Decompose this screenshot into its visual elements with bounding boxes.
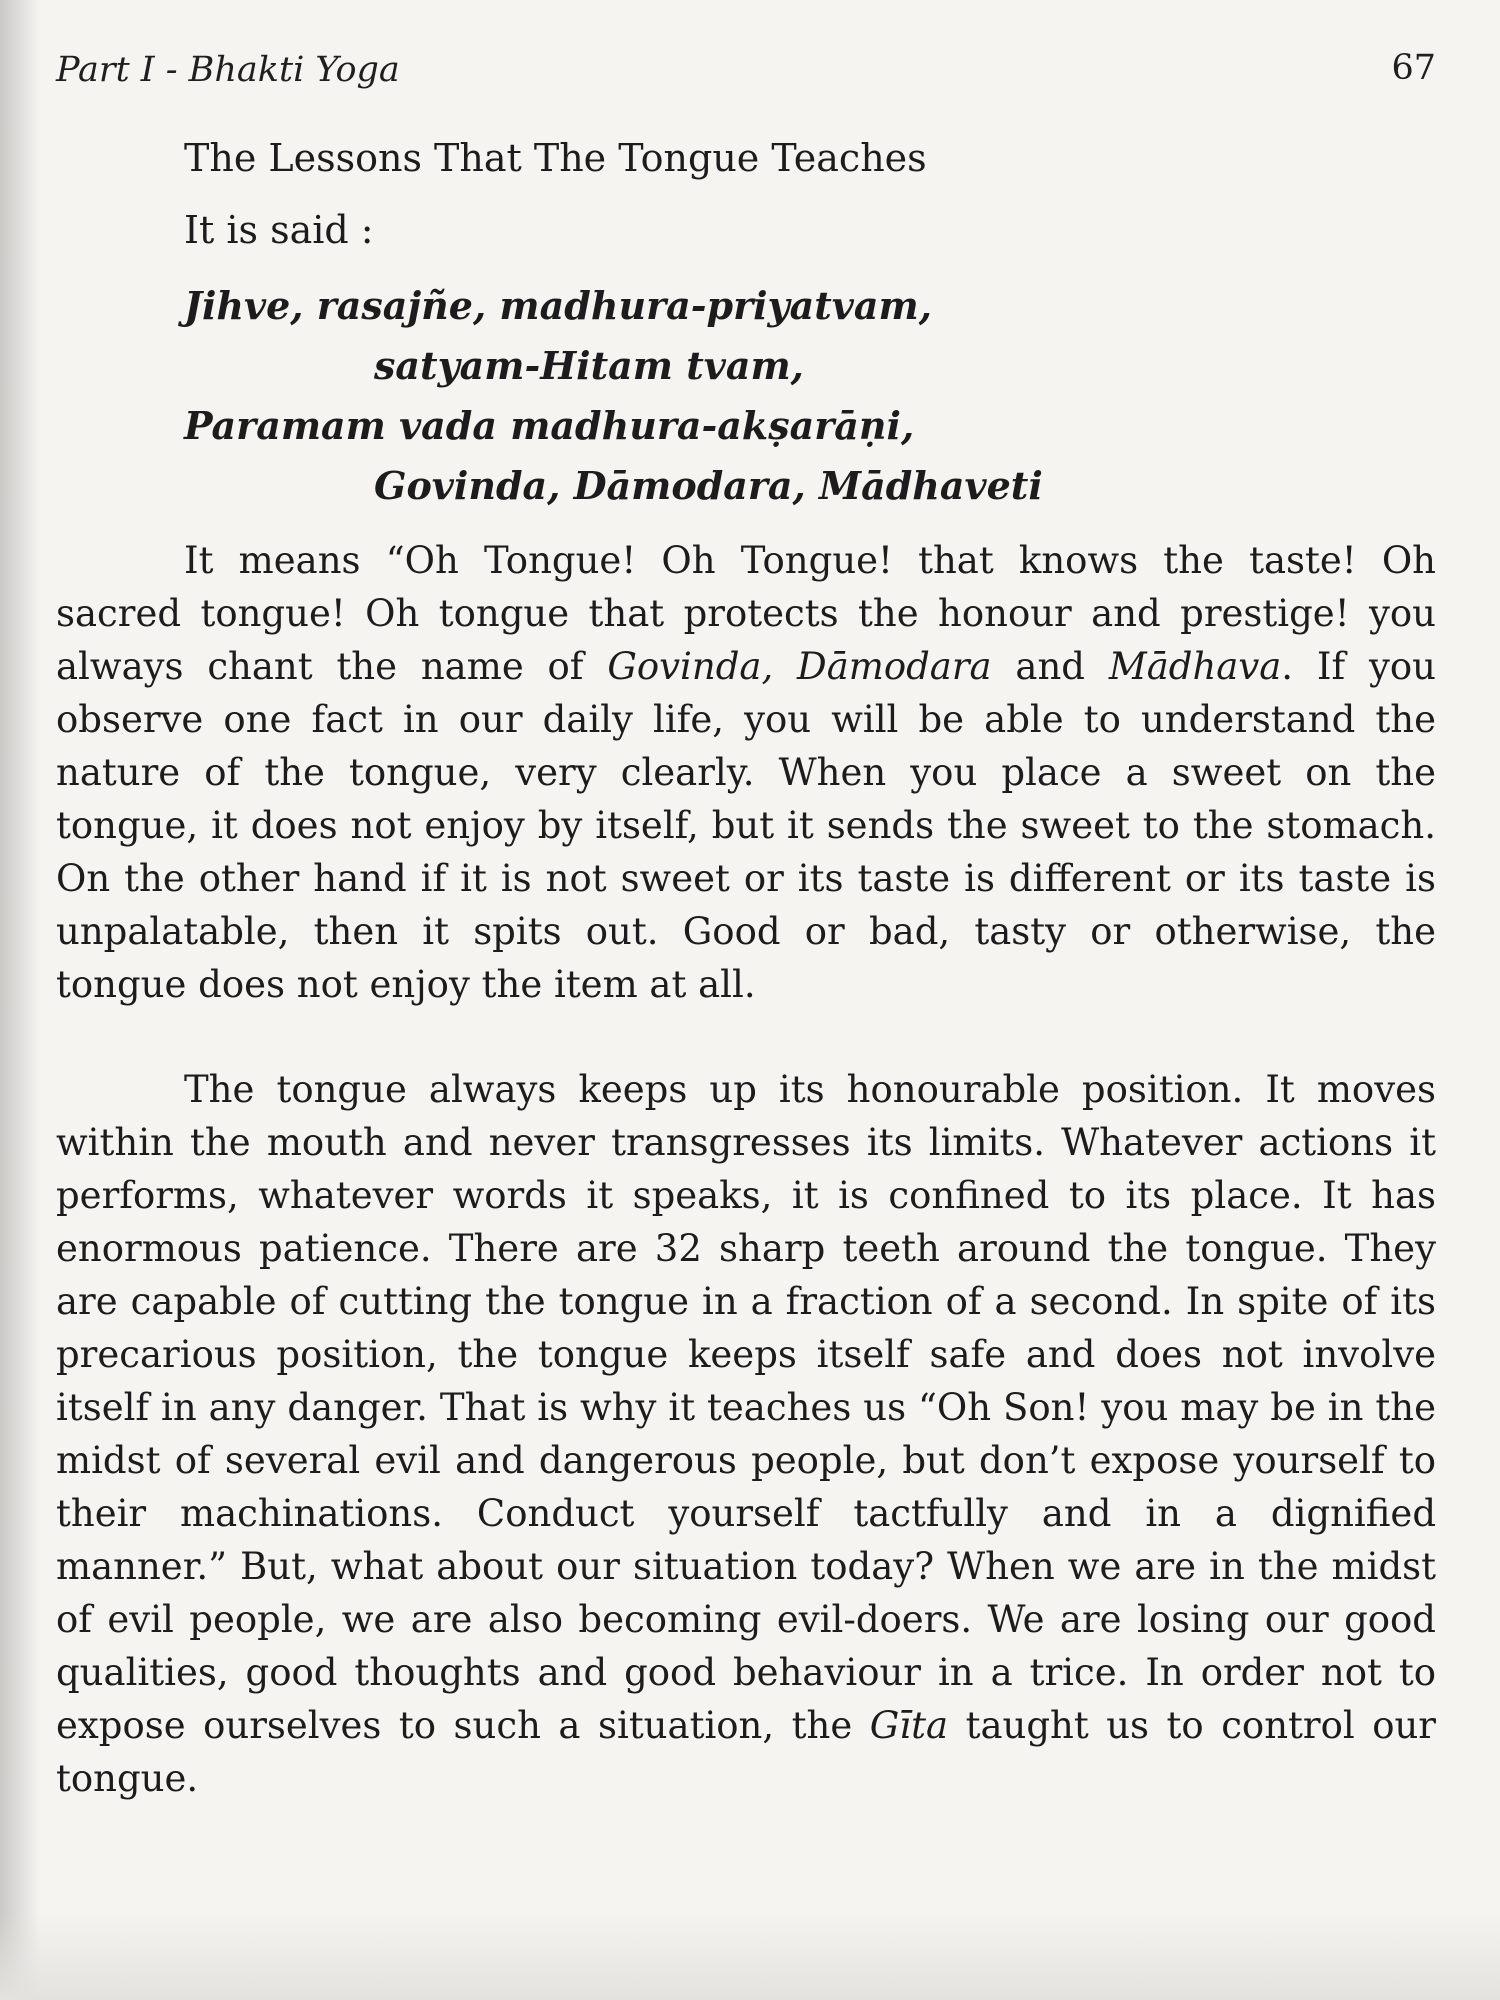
page-bottom-shadow	[0, 1910, 1500, 2000]
intro-line: It is said :	[184, 208, 374, 252]
verse-line: Jihve, rasajñe, madhura-priyatvam,	[184, 283, 932, 328]
paragraph-text: It means “Oh Tongue! Oh Tongue! that knows the taste! Oh sacred tongue! Oh tongue that protects the honour and prestige! you always chant the name of	[56, 539, 1436, 688]
paragraph-italic-text: Mādhava	[1108, 645, 1282, 688]
paragraph-honourable-position	[56, 1063, 1436, 1805]
page-gutter-shadow	[0, 0, 40, 2000]
paragraph-text: The tongue always keeps up its honourable position. It moves within the mouth and never transgresses its limits. Whatever actions it performs, whatever words it speaks, it is confined to its place. It has enormous patience. There are 32 sharp teeth around the tongue. They are capable of cutting the tongue in a fraction of a second. In spite of its precarious position, the tongue keeps itself safe and does not involve itself in any danger. That is why it teaches us “Oh Son! you may be in the midst of several evil and dangerous people, but don’t expose yourself to their machinations. Conduct yourself tactfully and in a dignified manner.” But, what about our situation today? When we are in the midst of evil people, we are also becoming evil-doers. We are losing our good qualities, good thoughts and good behaviour in a trice. In order not to expose ourselves to such a situation, the	[56, 1068, 1436, 1747]
running-header: Part I - Bhakti Yoga	[56, 50, 400, 90]
sanskrit-verse	[56, 276, 1436, 516]
verse-line: satyam-Hitam tvam,	[374, 343, 804, 388]
paragraph-italic-text: Govinda, Dāmodara	[607, 645, 992, 688]
page-number: 67	[1391, 48, 1436, 88]
paragraph-text: and	[991, 645, 1109, 688]
page-content	[56, 128, 1436, 1805]
section-heading: The Lessons That The Tongue Teaches	[184, 136, 927, 180]
paragraph-text: . If you observe one fact in our daily life, you will be able to understand the nature of the tongue, very clearly. When you place a sweet on the tongue, it does not enjoy by itself, but it sends the sweet to the stomach. On the other hand if it is not sweet or its taste is different or its taste is unpalatable, then it spits out. Good or bad, tasty or otherwise, the tongue does not enjoy the item at all.	[56, 645, 1436, 1006]
paragraph-meaning	[56, 534, 1436, 1011]
verse-line: Govinda, Dāmodara, Mādhaveti	[374, 463, 1043, 508]
verse-line: Paramam vada madhura-akṣarāṇi,	[184, 403, 915, 448]
paragraph-italic-text: Gīta	[869, 1704, 949, 1747]
paragraph-text: taught us to control our tongue.	[56, 1704, 1436, 1800]
